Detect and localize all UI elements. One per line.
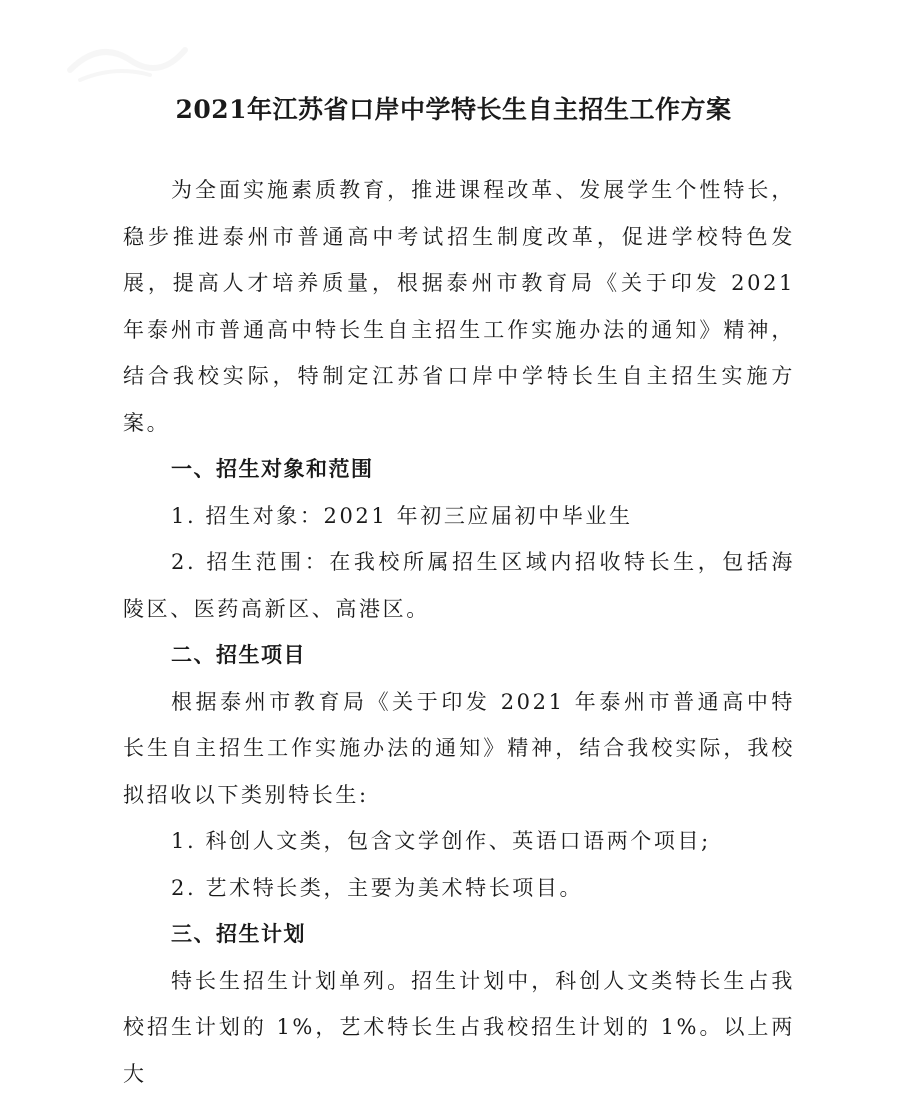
intro-paragraph: 为全面实施素质教育，推进课程改革、发展学生个性特长，稳步推进泰州市普通高中考试招生制度改革，促进学校特色发展，提高人才培养质量，根据泰州市教育局《关于印发 2021 年泰州市普通高中特长生自主招生工作实施办法的通知》精神，结合我校实际，特制定江苏省口岸中学特长生自主招生实施方案。 (123, 167, 795, 446)
document-title: 2021年江苏省口岸中学特长生自主招生工作方案 (0, 90, 907, 130)
project-item-1: 1. 科创人文类，包含文学创作、英语口语两个项目; (123, 818, 795, 865)
plan-paragraph: 特长生招生计划单列。招生计划中，科创人文类特长生占我校招生计划的 1%，艺术特长生占我校招生计划的 1%。以上两大 (123, 958, 795, 1097)
section-heading-2: 二、招生项目 (123, 632, 795, 679)
enrollment-scope-item: 2. 招生范围：在我校所属招生区域内招收特长生，包括海陵区、医药高新区、高港区。 (123, 539, 795, 632)
project-item-2: 2. 艺术特长类，主要为美术特长项目。 (123, 865, 795, 912)
section-heading-3: 三、招生计划 (123, 911, 795, 958)
project-intro-paragraph: 根据泰州市教育局《关于印发 2021 年泰州市普通高中特长生自主招生工作实施办法的通知》精神，结合我校实际，我校拟招收以下类别特长生: (123, 679, 795, 819)
enrollment-target-item: 1. 招生对象：2021 年初三应届初中毕业生 (123, 493, 795, 540)
document-body (123, 167, 795, 1097)
section-heading-1: 一、招生对象和范围 (123, 446, 795, 493)
faint-watermark-mark (60, 30, 190, 90)
